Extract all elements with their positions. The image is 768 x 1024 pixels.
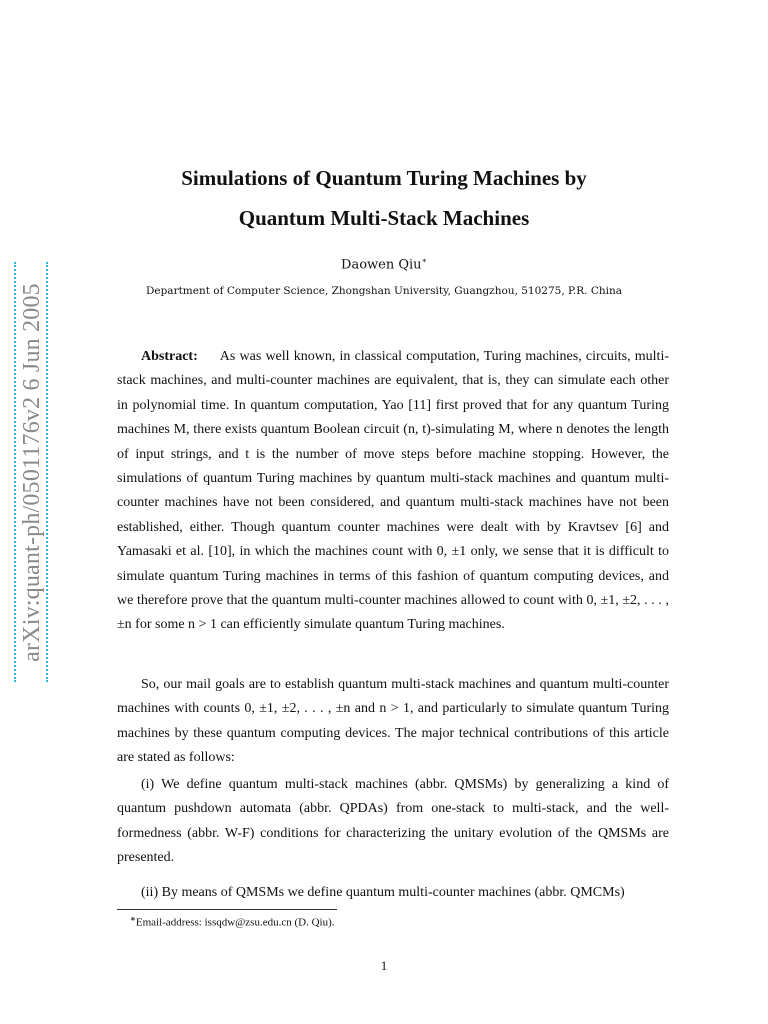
title-line-1: Simulations of Quantum Turing Machines by — [181, 166, 587, 190]
affiliation: Department of Computer Science, Zhongshan University, Guangzhou, 510275, P.R. China — [145, 285, 623, 297]
footnote-rule — [117, 909, 337, 910]
author — [90, 256, 678, 272]
arxiv-stamp-text: arXiv:quant-ph/0501176v2 6 Jun 2005 — [18, 282, 45, 662]
paragraph-goals: So, our mail goals are to establish quantum multi-stack machines and quantum multi-counter machines with counts 0, ±1, ±2, . . . , ±n and n > 1, and particularly to simulate quantum Turing machines by these quantum computing devices. The major technical contributions of this article are stated as follows: — [117, 677, 669, 766]
paragraph-contribution-1: (i) We define quantum multi-stack machines (abbr. QMSMs) by generalizing a kind of quantum pushdown automata (abbr. QPDAs) from one-stack to multi-stack, and the well-formedness (abbr. W-F) conditions for characterizing the unitary evolution of the QMSMs are presented. — [117, 777, 669, 866]
abstract — [117, 345, 669, 638]
abstract-label: Abstract: — [141, 349, 198, 364]
footnote-mark: ∗ — [130, 915, 136, 923]
footnote-text: Email-address: issqdw@zsu.edu.cn (D. Qiu). — [135, 916, 335, 929]
title-line-2: Quantum Multi-Stack Machines — [238, 206, 530, 230]
page-number: 1 — [380, 958, 388, 973]
footnote — [130, 915, 335, 929]
abstract-text: As was well known, in classical computation, Turing machines, circuits, multi-stack machines, and multi-counter machines are equivalent, that is, they can simulate each other in polynomial time. In quantum computation, Yao [11] first proved that for any quantum Turing machines M, there exists quantum Boolean circuit (n, t)-simulating M, where n denotes the length of input strings, and t is the number of move steps before machine stopping. However, the simulations of quantum Turing machines by quantum multi-stack machines and quantum multi-counter machines have not been considered, and quantum multi-stack machines have not been established, either. Though quantum counter machines were dealt with by Kravtsev [6] and Yamasaki et al. [10], in which the machines count with 0, ±1 only, we sense that it is difficult to simulate quantum Turing machines in terms of this fashion of quantum computing devices, and we therefore prove that the quantum multi-counter machines allowed to count with 0, ±1, ±2, . . . , ±n for some n > 1 can efficiently simulate quantum Turing machines. — [117, 349, 669, 633]
arxiv-stamp — [12, 262, 52, 682]
author-footnote-mark: ∗ — [421, 256, 427, 265]
paragraph-contribution-2: (ii) By means of QMSMs we define quantum multi-counter machines (abbr. QMCMs) — [141, 885, 625, 900]
author-name: Daowen Qiu — [341, 257, 422, 273]
paper-title — [90, 158, 678, 238]
